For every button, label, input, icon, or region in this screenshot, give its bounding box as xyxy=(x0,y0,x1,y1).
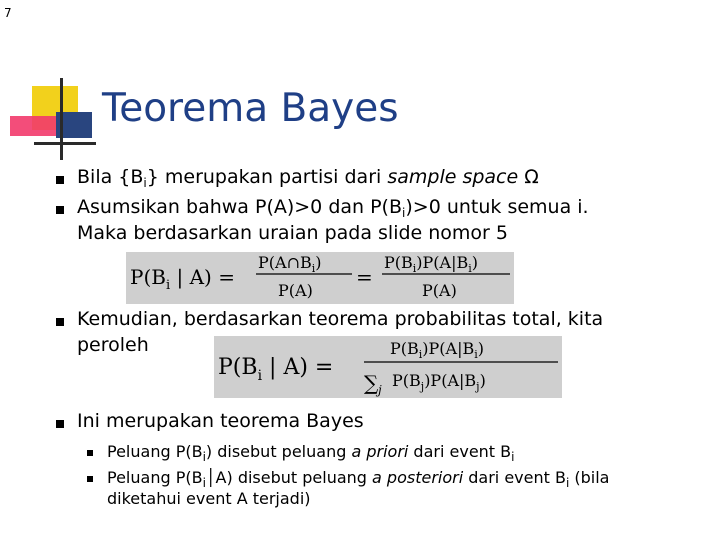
subbullet-2-continuation: diketahui event A terjadi) xyxy=(107,489,311,508)
text-span: Peluang P(B xyxy=(107,442,203,461)
subbullet-marker xyxy=(87,476,93,482)
formula-numerator: $P(B_i)P(A|B_i)$ xyxy=(390,339,485,361)
italic-text: sample space xyxy=(387,166,519,188)
formula-numerator-2: $P(B_i)P(A|B_i)$ xyxy=(384,253,479,275)
text-span: Peluang P(B xyxy=(107,468,203,487)
bullet-marker xyxy=(56,420,64,428)
slide-number: 7 xyxy=(4,6,12,20)
text-span: (bila xyxy=(569,468,610,487)
slide-title: Teorema Bayes xyxy=(102,86,399,131)
formula-lhs: $P(B_i$ | A) = xyxy=(130,265,235,293)
bullet-3-continuation: peroleh xyxy=(77,334,149,356)
bullet-marker xyxy=(56,318,64,326)
text-span: Asumsikan bahwa P(A)>0 dan P(B xyxy=(77,196,403,218)
text-span: } merupakan partisi dari xyxy=(146,166,388,188)
bullet-1-text xyxy=(77,166,539,195)
subscript: i xyxy=(202,450,206,464)
bayes-formula-2 xyxy=(214,336,562,398)
formula-lhs: $P(B_i$ | A) = xyxy=(218,355,334,384)
text-span: Bila {B xyxy=(77,166,144,188)
bayes-formula-1 xyxy=(126,252,514,304)
subscript: i xyxy=(143,176,147,190)
formula-sum-index: j xyxy=(378,383,382,397)
bullet-marker xyxy=(56,206,64,214)
subscript: i xyxy=(565,476,570,490)
formula-denominator: $P(B_j)P(A|B_j)$ xyxy=(392,371,486,393)
decor-horizontal-line xyxy=(34,142,96,145)
text-span: )>0 untuk semua i. xyxy=(405,196,589,218)
bullet-2-continuation: Maka berdasarkan uraian pada slide nomor 5 xyxy=(77,222,508,244)
subbullet-marker xyxy=(87,450,93,456)
bullet-4-text: Ini merupakan teorema Bayes xyxy=(77,410,364,432)
formula-denominator-1: P(A) xyxy=(278,281,313,300)
decor-pink-bar xyxy=(10,116,56,136)
subbullet-1-text xyxy=(107,441,514,468)
bullet-2-text xyxy=(77,196,589,225)
formula-sum-sign: ∑ xyxy=(364,371,379,395)
text-span: dari event B xyxy=(463,468,566,487)
text-span: Ω xyxy=(518,166,539,188)
text-span: │A) disebut peluang xyxy=(205,468,373,487)
italic-text: a posteriori xyxy=(372,468,464,487)
formula-denominator-2: P(A) xyxy=(422,281,457,300)
bullet-marker xyxy=(56,176,64,184)
text-span: dari event B xyxy=(408,442,512,461)
text-span: ) disebut peluang xyxy=(205,442,352,461)
italic-text: a priori xyxy=(351,442,409,461)
bullet-3-text: Kemudian, berdasarkan teorema probabilitas total, kita xyxy=(77,308,604,330)
formula-numerator-1: $P(A\cap B_i)$ xyxy=(258,253,322,275)
subscript: i xyxy=(402,206,406,220)
decor-vertical-line xyxy=(60,78,63,160)
subscript: i xyxy=(202,476,206,490)
formula-equals: = xyxy=(356,265,373,289)
subscript: i xyxy=(511,450,515,464)
